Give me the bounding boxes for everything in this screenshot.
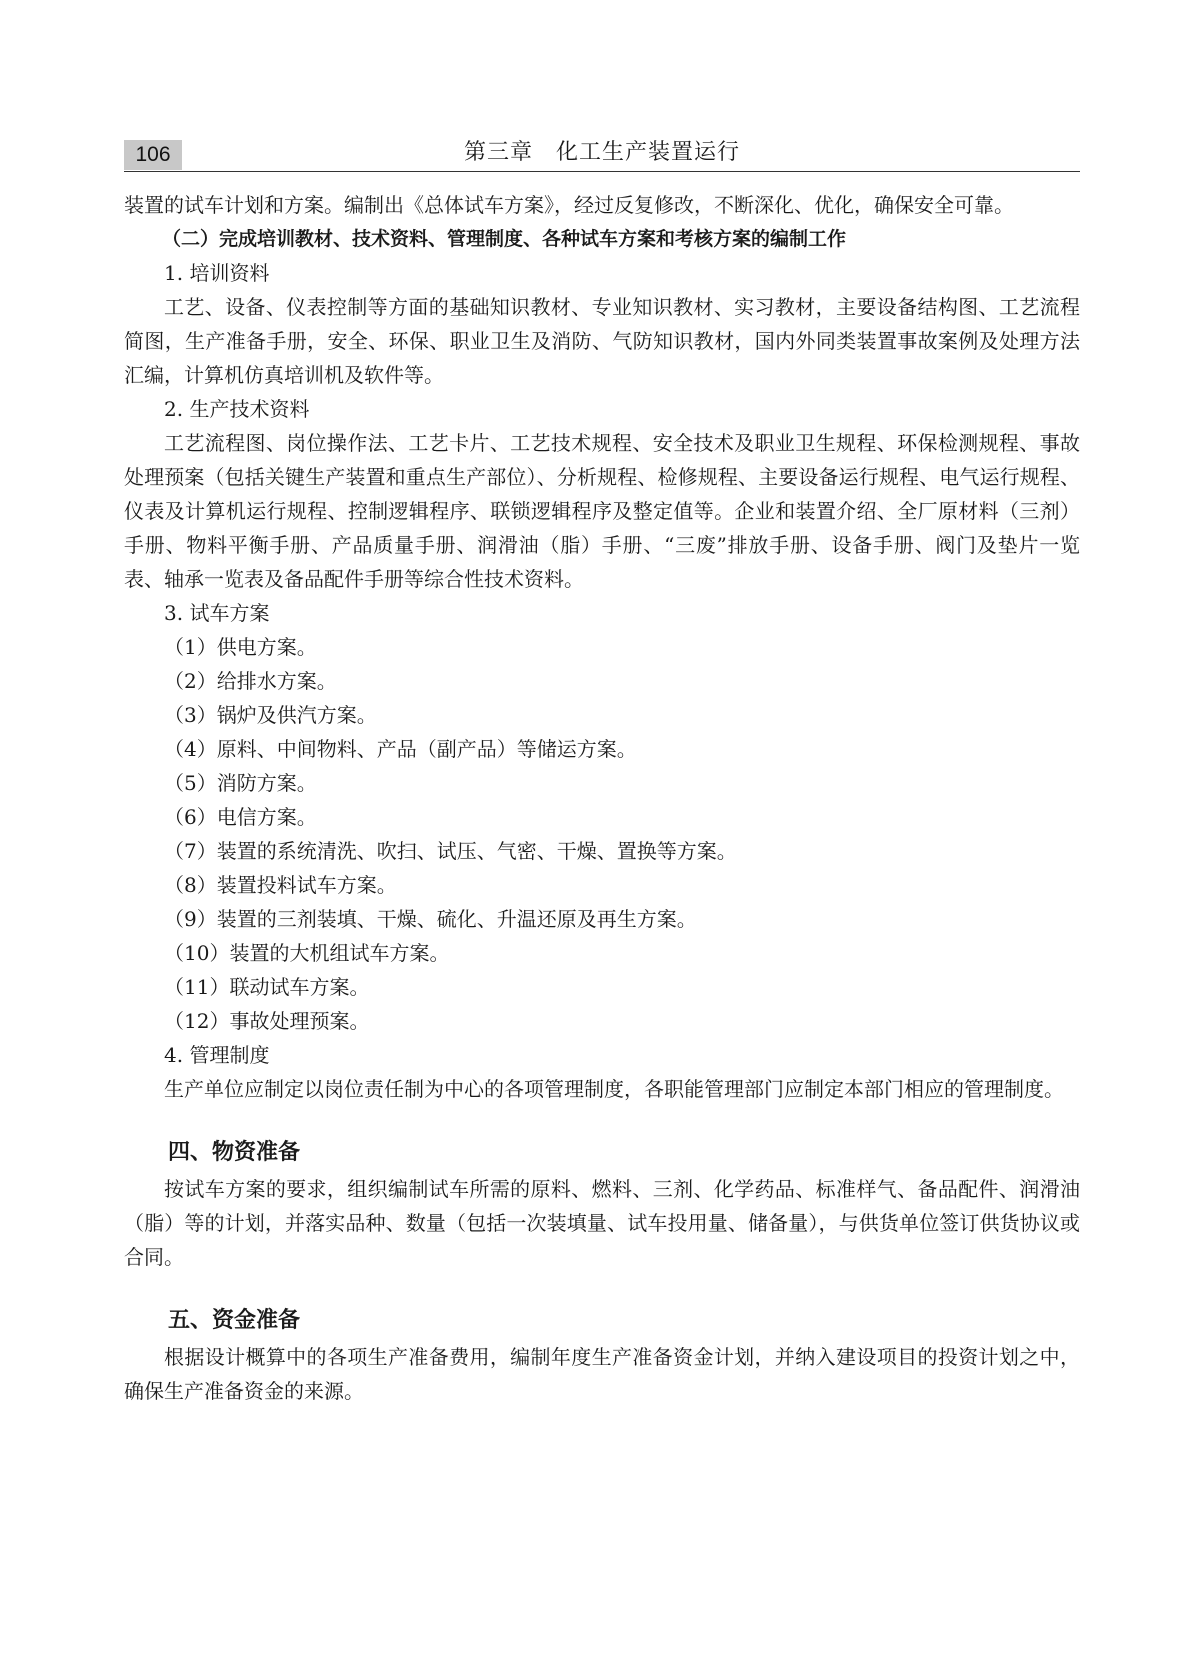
list-item: （3）锅炉及供汽方案。 <box>164 703 377 727</box>
section-heading-materials: 四、物资准备 <box>168 1140 301 1165</box>
list-item: （7）装置的系统清洗、吹扫、试压、气密、干燥、置换等方案。 <box>164 839 737 863</box>
materials-paragraph: 按试车方案的要求，组织编制试车所需的原料、燃料、三剂、化学药品、标准样气、备品配件、润滑油（脂）等的计划，并落实品种、数量（包括一次装填量、试车投用量、储备量），与供货单位签订供货协议或合同。 <box>124 1177 1080 1269</box>
tech-docs-paragraph: 工艺流程图、岗位操作法、工艺卡片、工艺技术规程、安全技术及职业卫生规程、环保检测规程、事故处理预案（包括关键生产装置和重点生产部位）、分析规程、检修规程、主要设备运行规程、电气运行规程、仪表及计算机运行规程、控制逻辑程序、联锁逻辑程序及整定值等。企业和装置介绍、全厂原材料（三剂）手册、物料平衡手册、产品质量手册、润滑油（脂）手册、“三废”排放手册、设备手册、阀门及垫片一览表、轴承一览表及备品配件手册等综合性技术资料。 <box>124 431 1080 591</box>
page-header <box>124 136 1080 172</box>
funds-paragraph: 根据设计概算中的各项生产准备费用，编制年度生产准备资金计划，并纳入建设项目的投资计划之中，确保生产准备资金的来源。 <box>124 1345 1080 1403</box>
item-heading-management: 4. 管理制度 <box>164 1043 270 1067</box>
chapter-title: 第三章 化工生产装置运行 <box>463 140 740 165</box>
management-paragraph: 生产单位应制定以岗位责任制为中心的各项管理制度，各职能管理部门应制定本部门相应的管理制度。 <box>164 1077 1064 1101</box>
list-item: （10）装置的大机组试车方案。 <box>164 941 450 965</box>
item-heading-tech-docs: 2. 生产技术资料 <box>164 397 310 421</box>
list-item: （4）原料、中间物料、产品（副产品）等储运方案。 <box>164 737 637 761</box>
page-number: 106 <box>124 140 182 170</box>
page-body <box>124 188 1080 1408</box>
header-rule <box>124 171 1080 172</box>
subsection-heading: （二）完成培训教材、技术资料、管理制度、各种试车方案和考核方案的编制工作 <box>162 228 847 250</box>
list-item: （5）消防方案。 <box>164 771 317 795</box>
training-paragraph: 工艺、设备、仪表控制等方面的基础知识教材、专业知识教材、实习教材，主要设备结构图、工艺流程简图，生产准备手册，安全、环保、职业卫生及消防、气防知识教材，国内外同类装置事故案例及处理方法汇编，计算机仿真培训机及软件等。 <box>124 295 1080 387</box>
list-item: （12）事故处理预案。 <box>164 1009 370 1033</box>
list-item: （9）装置的三剂装填、干燥、硫化、升温还原及再生方案。 <box>164 907 697 931</box>
list-item: （11）联动试车方案。 <box>164 975 370 999</box>
trial-plan-list <box>124 630 1080 1038</box>
list-item: （2）给排水方案。 <box>164 669 337 693</box>
section-heading-funds: 五、资金准备 <box>168 1308 301 1333</box>
intro-paragraph: 装置的试车计划和方案。编制出《总体试车方案》，经过反复修改，不断深化、优化，确保安全可靠。 <box>124 193 1014 217</box>
item-heading-trial-plans: 3. 试车方案 <box>164 601 270 625</box>
list-item: （8）装置投料试车方案。 <box>164 873 397 897</box>
list-item: （6）电信方案。 <box>164 805 317 829</box>
item-heading-training: 1. 培训资料 <box>164 261 270 285</box>
list-item: （1）供电方案。 <box>164 635 317 659</box>
